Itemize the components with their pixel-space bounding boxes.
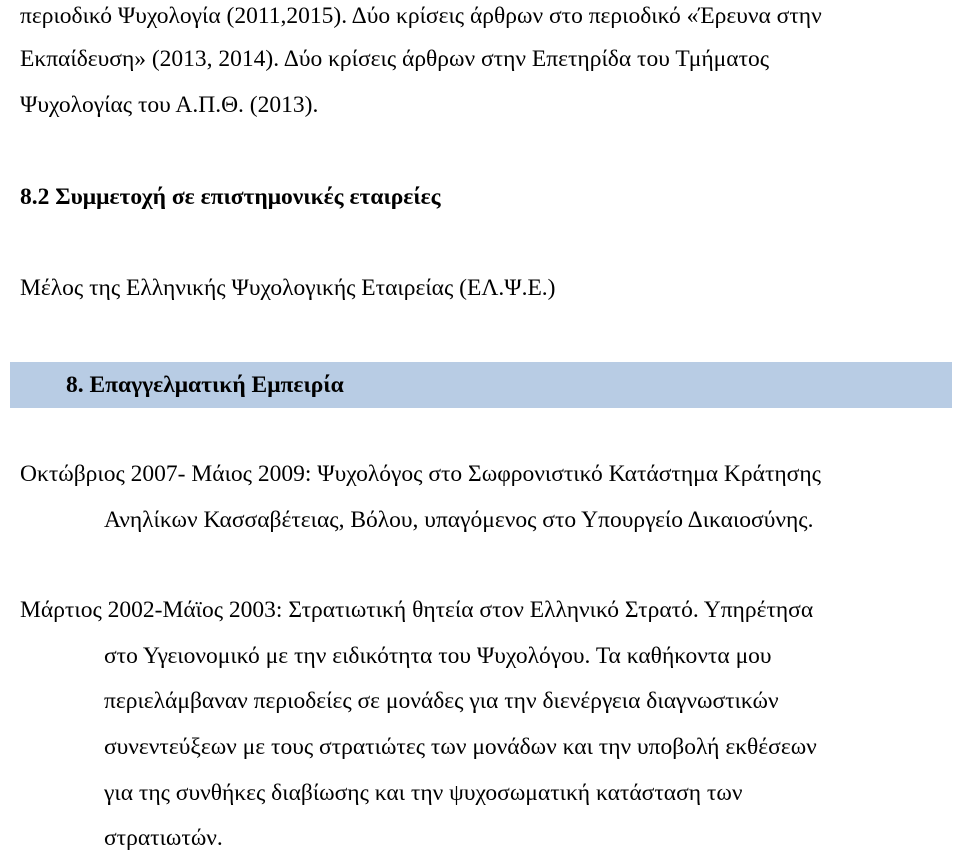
section-8-heading: 8. Επαγγελματική Εμπειρία [66,372,344,398]
experience-2-line-4: συνεντεύξεων με τους στρατιώτες των μονάδων και την υποβολή εκθέσεων [104,734,817,760]
experience-1-line-1: Οκτώβριος 2007- Μάιος 2009: Ψυχολόγος στο Σωφρονιστικό Κατάστημα Κράτησης [20,461,821,487]
intro-line-3: Ψυχολογίας του Α.Π.Θ. (2013). [20,92,319,118]
experience-2-line-5: για της συνθήκες διαβίωσης και την ψυχοσωματική κατάσταση των [104,780,743,806]
section-8-2-heading: 8.2 Συμμετοχή σε επιστημονικές εταιρείες [20,184,441,210]
experience-2-line-2: στο Υγειονομικό με την ειδικότητα του Ψυχολόγου. Τα καθήκοντα μου [104,643,772,669]
experience-2-line-1: Μάρτιος 2002-Μάϊος 2003: Στρατιωτική θητεία στον Ελληνικό Στρατό. Υπηρέτησα [20,597,814,623]
section-8-2-text: Μέλος της Ελληνικής Ψυχολογικής Εταιρείας (ΕΛ.Ψ.Ε.) [20,275,556,301]
experience-2-line-6: στρατιωτών. [104,825,223,851]
section-8-heading-bar [10,362,952,408]
experience-1-line-2: Ανηλίκων Κασσαβέτειας, Βόλου, υπαγόμενος στο Υπουργείο Δικαιοσύνης. [104,507,814,533]
experience-2-line-3: περιελάμβαναν περιοδείες σε μονάδες για την διενέργεια διαγνωστικών [104,688,779,714]
intro-line-2: Εκπαίδευση» (2013, 2014). Δύο κρίσεις άρθρων στην Επετηρίδα του Τμήματος [20,46,770,72]
intro-line-1: περιοδικό Ψυχολογία (2011,2015). Δύο κρίσεις άρθρων στο περιοδικό «Έρευνα στην [20,3,822,29]
